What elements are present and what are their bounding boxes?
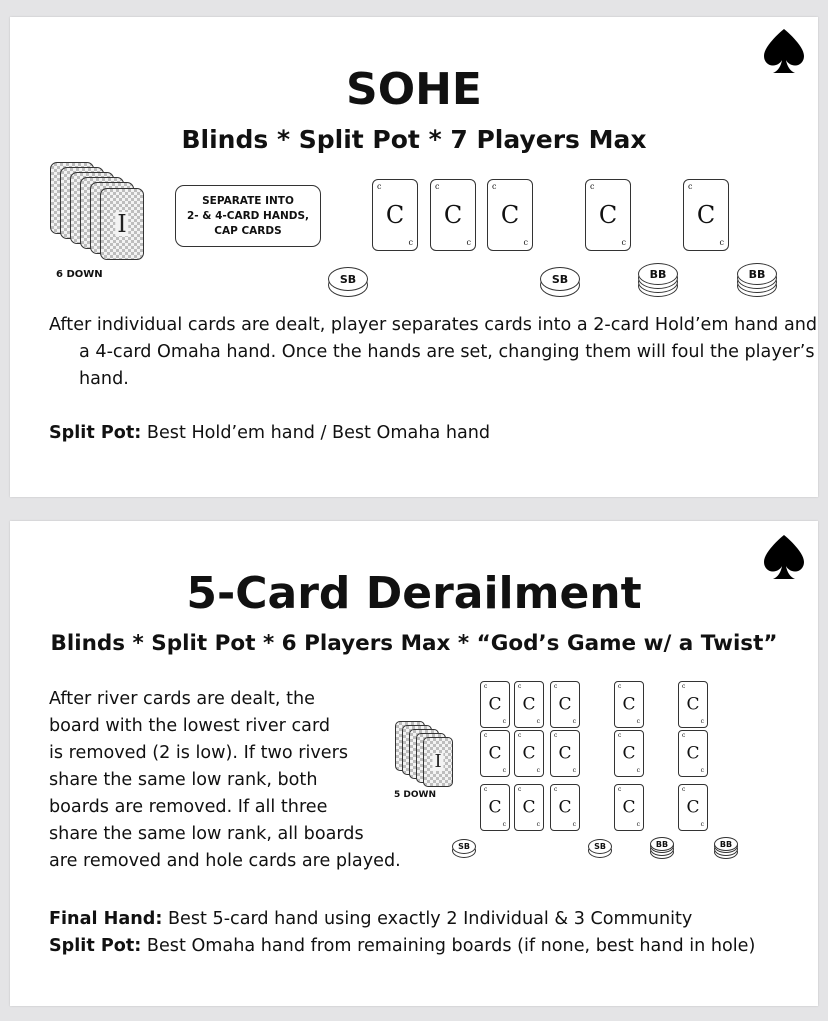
description-line: board with the lowest river card xyxy=(49,716,331,736)
card-index: c xyxy=(554,732,558,739)
community-card xyxy=(514,681,544,728)
card-index: c xyxy=(518,683,522,690)
community-card xyxy=(678,784,708,831)
card-back xyxy=(100,188,144,260)
description-line: boards are removed. If all three xyxy=(49,797,328,817)
split-pot-label: Split Pot: xyxy=(49,423,142,443)
card-face: C xyxy=(598,201,618,229)
card-index: c xyxy=(502,821,506,828)
final-hand-rule xyxy=(49,906,809,933)
card-index: c xyxy=(700,821,704,828)
card-index: c xyxy=(554,683,558,690)
big-blind-chip xyxy=(714,837,738,856)
card-index: c xyxy=(590,182,595,191)
community-card xyxy=(550,784,580,831)
community-card xyxy=(678,730,708,777)
card-face: C xyxy=(696,201,716,229)
card-index: c xyxy=(618,786,622,793)
game-description xyxy=(49,686,419,875)
chip-label: BB xyxy=(638,263,678,285)
card-index: c xyxy=(518,732,522,739)
card-index: c xyxy=(682,732,686,739)
card-index: c xyxy=(484,786,488,793)
chip-label: BB xyxy=(714,837,738,851)
big-blind-chip xyxy=(737,263,777,293)
card-index: c xyxy=(435,182,440,191)
card-index: c xyxy=(618,732,622,739)
small-blind-chip xyxy=(588,839,612,858)
card-face: C xyxy=(558,797,572,817)
card-face: C xyxy=(686,743,700,763)
card-index: c xyxy=(466,238,471,247)
card-index: c xyxy=(554,786,558,793)
card-index: c xyxy=(682,786,686,793)
community-card xyxy=(487,179,533,251)
card-face: C xyxy=(522,694,536,714)
card-index: c xyxy=(636,767,640,774)
community-card xyxy=(514,784,544,831)
cards-down-label: 5 DOWN xyxy=(394,790,436,800)
big-blind-chip xyxy=(650,837,674,856)
community-card xyxy=(514,730,544,777)
card-index: c xyxy=(484,683,488,690)
card-index: c xyxy=(502,767,506,774)
chip-label: SB xyxy=(328,267,368,291)
derailment-panel xyxy=(10,521,818,1006)
card-face: C xyxy=(488,743,502,763)
community-card xyxy=(614,784,644,831)
description-line: are removed and hole cards are played. xyxy=(49,851,401,871)
game-subtitle: Blinds * Split Pot * 6 Players Max * “God’s Game w/ a Twist” xyxy=(50,631,778,656)
community-card xyxy=(683,179,729,251)
card-face: C xyxy=(622,694,636,714)
chip-label: SB xyxy=(540,267,580,291)
card-back xyxy=(423,737,453,787)
card-face: C xyxy=(622,743,636,763)
community-card xyxy=(480,784,510,831)
card-face: C xyxy=(443,201,463,229)
game-description: After individual cards are dealt, player separates cards into a 2-card Hold’em hand and a 4-card Omaha hand. Once the hands are set, changing them will foul the player’s hand. xyxy=(49,315,818,389)
card-index: c xyxy=(719,238,724,247)
community-card xyxy=(372,179,418,251)
card-face: C xyxy=(686,694,700,714)
card-face: C xyxy=(385,201,405,229)
card-index: c xyxy=(700,718,704,725)
description-line: share the same low rank, all boards xyxy=(49,824,364,844)
card-back-mark: I xyxy=(117,210,127,238)
card-index: c xyxy=(572,821,576,828)
chip-label: BB xyxy=(737,263,777,285)
card-face: C xyxy=(622,797,636,817)
final-hand-text: Best 5-card hand using exactly 2 Individual & 3 Community xyxy=(162,909,693,929)
card-index: c xyxy=(523,238,528,247)
card-index: c xyxy=(484,732,488,739)
community-card xyxy=(550,730,580,777)
card-face: C xyxy=(488,694,502,714)
split-pot-rule xyxy=(49,420,789,447)
card-face: C xyxy=(558,743,572,763)
card-index: c xyxy=(636,718,640,725)
game-subtitle: Blinds * Split Pot * 7 Players Max xyxy=(181,125,647,154)
card-index: c xyxy=(536,767,540,774)
card-face: C xyxy=(686,797,700,817)
big-blind-chip xyxy=(638,263,678,293)
card-index: c xyxy=(572,718,576,725)
community-card xyxy=(480,730,510,777)
game-title: 5-Card Derailment xyxy=(186,568,642,619)
small-blind-chip xyxy=(328,267,368,297)
small-blind-chip xyxy=(452,839,476,858)
card-face: C xyxy=(522,797,536,817)
card-index: c xyxy=(408,238,413,247)
community-card xyxy=(480,681,510,728)
community-card xyxy=(614,730,644,777)
chip-label: BB xyxy=(650,837,674,851)
card-index: c xyxy=(636,821,640,828)
community-card xyxy=(550,681,580,728)
split-pot-label: Split Pot: xyxy=(49,936,142,956)
split-pot-text: Best Hold’em hand / Best Omaha hand xyxy=(141,423,491,443)
card-face: C xyxy=(522,743,536,763)
card-face: C xyxy=(558,694,572,714)
hole-card-stack xyxy=(50,162,160,272)
community-card xyxy=(614,681,644,728)
separate-line: 2- & 4-CARD HANDS, xyxy=(186,209,310,222)
split-pot-rule xyxy=(49,933,809,960)
chip-label: SB xyxy=(452,839,476,854)
chip-label: SB xyxy=(588,839,612,854)
split-pot-text: Best Omaha hand from remaining boards (if none, best hand in hole) xyxy=(141,936,756,956)
card-index: c xyxy=(536,821,540,828)
description-line: share the same low rank, both xyxy=(49,770,318,790)
card-index: c xyxy=(518,786,522,793)
card-index: c xyxy=(572,767,576,774)
card-back-mark: I xyxy=(434,751,442,772)
separate-instruction-box xyxy=(175,185,321,247)
card-index: c xyxy=(682,683,686,690)
card-index: c xyxy=(492,182,497,191)
card-index: c xyxy=(621,238,626,247)
hole-card-stack xyxy=(395,721,465,791)
card-index: c xyxy=(618,683,622,690)
card-index: c xyxy=(700,767,704,774)
community-card xyxy=(585,179,631,251)
card-index: c xyxy=(377,182,382,191)
card-face: C xyxy=(500,201,520,229)
description-line: is removed (2 is low). If two rivers xyxy=(49,743,348,763)
card-face: C xyxy=(488,797,502,817)
card-index: c xyxy=(502,718,506,725)
card-index: c xyxy=(536,718,540,725)
final-hand-label: Final Hand: xyxy=(49,909,163,929)
sohe-panel xyxy=(10,17,818,497)
small-blind-chip xyxy=(540,267,580,297)
separate-line: SEPARATE INTO xyxy=(202,194,294,207)
card-index: c xyxy=(688,182,693,191)
description-line: After river cards are dealt, the xyxy=(49,689,315,709)
community-card xyxy=(678,681,708,728)
game-title: SOHE xyxy=(346,64,482,115)
community-card xyxy=(430,179,476,251)
separate-line: CAP CARDS xyxy=(214,224,282,237)
cards-down-label: 6 DOWN xyxy=(56,269,103,280)
